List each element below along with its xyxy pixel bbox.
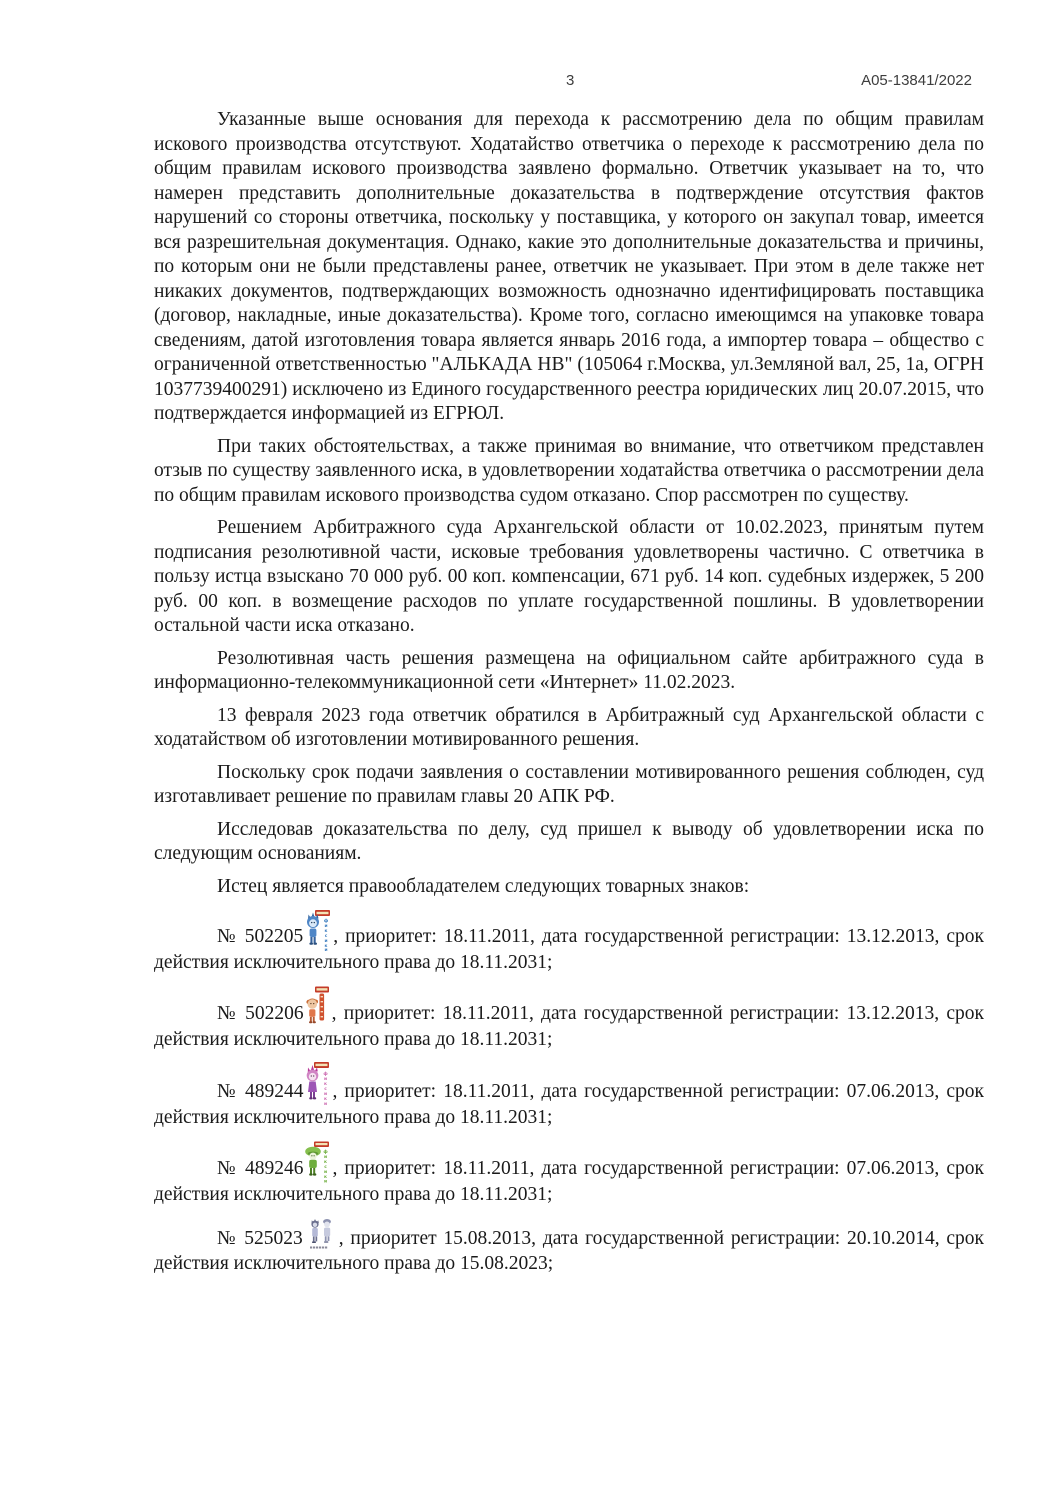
- trademark-number: № 489246: [217, 1157, 304, 1179]
- trademark-entry: [154, 1217, 984, 1276]
- body-paragraph: 13 февраля 2023 года ответчик обратился в Арбитражный суд Архангельской области с ходатайством об изготовлении мотивированного решения.: [154, 704, 984, 750]
- trademark-details: , приоритет: 18.11.2011, дата государственной регистрации: 07.06.2013, срок действия исключительного права до 18.11.2031;: [154, 1081, 985, 1128]
- trademark-entry: [154, 1062, 984, 1131]
- svg-text:и: и: [324, 1154, 328, 1160]
- svg-text:и: и: [324, 1179, 328, 1183]
- trademark-number: № 489244: [217, 1081, 304, 1102]
- svg-text:к: к: [324, 1174, 328, 1180]
- fixiki-character-orange-logo-icon: [306, 986, 330, 1028]
- trademark-entry: [154, 1141, 984, 1208]
- fixiki-character-pink-logo-icon: [305, 1062, 330, 1106]
- svg-text:ф: ф: [323, 1072, 329, 1077]
- page-header: [0, 72, 1060, 94]
- svg-text:к: к: [324, 1097, 328, 1102]
- svg-text:с: с: [324, 1087, 328, 1092]
- body-paragraph: Решением Арбитражного суда Архангельской области от 10.02.2023, принятым путем подписания резолютивной части, исковые требования удовлетворены частично. С ответчика в пользу истца взыскано 70 000 руб. 00 коп. компенсации, 671 руб. 14 коп. судебных издержек, 5 200 руб. 00 коп. в возмещение расходов по уплате государственной пошлины. В удовлетворении остальной части иска отказано.: [154, 517, 984, 636]
- body-paragraph: При таких обстоятельствах, а также принимая во внимание, что ответчиком представлен отзыв по существу заявленного иска, в удовлетворении ходатайства ответчика о рассмотрении дела по общим правилам искового производства судом отказано. Спор рассмотрен по существу.: [154, 435, 984, 506]
- body-paragraph: Истец является правообладателем следующих товарных знаков:: [217, 875, 750, 897]
- page-number: 3: [566, 72, 575, 89]
- trademark-entry: [154, 986, 984, 1053]
- trademark-details: , приоритет 15.08.2013, дата государственной регистрации: 20.10.2014, срок действия исключительного права до 15.08.2023;: [154, 1228, 984, 1274]
- body-paragraph: Резолютивная часть решения размещена на официальном сайте арбитражного суда в информационно-телекоммуникационной сети «Интернет» 11.02.2023.: [154, 647, 984, 693]
- svg-text:к: к: [324, 944, 328, 949]
- svg-text:и: и: [324, 1169, 328, 1175]
- svg-text:ф: ф: [323, 1149, 329, 1155]
- trademark-details: , приоритет: 18.11.2011, дата государственной регистрации: 13.12.2013, срок действия исключительного права до 18.11.2031;: [154, 926, 984, 973]
- svg-text:к: к: [324, 1082, 328, 1087]
- svg-text:и: и: [324, 939, 328, 944]
- document-body: [154, 108, 984, 1276]
- case-number: А05-13841/2022: [861, 72, 972, 89]
- trademark-entry: [154, 909, 984, 976]
- trademark-number: № 502206: [217, 1002, 304, 1024]
- svg-text:и: и: [324, 948, 328, 951]
- fixiki-two-characters-logo-icon: [306, 1217, 336, 1251]
- svg-text:к: к: [324, 929, 328, 934]
- body-paragraph: Исследовав доказательства по делу, суд пришел к выводу об удовлетворении иска по следующим основаниям.: [154, 818, 984, 864]
- svg-text:с: с: [324, 1164, 328, 1170]
- trademark-details: , приоритет: 18.11.2011, дата государственной регистрации: 07.06.2013, срок действия исключительного права до 18.11.2031;: [154, 1157, 985, 1205]
- trademark-details: , приоритет: 18.11.2011, дата государственной регистрации: 13.12.2013, срок действия исключительного права до 18.11.2031;: [154, 1002, 985, 1050]
- body-paragraph: Поскольку срок подачи заявления о составлении мотивированного решения соблюден, суд изготавливает решение по правилам главы 20 АПК РФ.: [154, 761, 984, 807]
- svg-text:и: и: [324, 924, 328, 929]
- trademark-number: № 525023: [217, 1228, 303, 1249]
- fixiki-character-green-logo-icon: [305, 1141, 330, 1183]
- svg-text:ф: ф: [324, 919, 329, 924]
- trademark-number: № 502205: [217, 926, 304, 947]
- svg-text:с: с: [324, 934, 328, 939]
- svg-text:к: к: [324, 1159, 328, 1165]
- svg-text:и: и: [324, 1102, 328, 1106]
- body-paragraph: Указанные выше основания для перехода к рассмотрению дела по общим правилам искового производства отсутствуют. Ходатайство ответчика о переходе к рассмотрению дела по общим правилам искового производства заявлено формально. Ответчик указывает на то, что намерен представить дополнительные доказательства в подтверждение отсутствия фактов нарушений со стороны ответчика, поскольку у поставщика, у которого он закупал товар, имеется вся разрешительная документация. Однако, какие это дополнительные доказательства и причины, по которым они не были представлены ранее, ответчик не указывает. При этом в деле также нет никаких документов, подтверждающих возможность однозначно идентифицировать поставщика (договор, накладные, иные доказательства). Кроме того, согласно имеющимся на упаковке товара сведениям, датой изготовления товара является январь 2016 года, а импортер товара – общество с ограниченной ответственностью "АЛЬКАДА НВ" (105064 г.Москва, ул.Земляной вал, 25, 1а, ОГРН 1037739400291) исключено из Единого государственного реестра юридических лиц 20.07.2015, что подтверждается информацией из ЕГРЮЛ.: [154, 109, 984, 424]
- svg-text:и: и: [324, 1092, 328, 1097]
- fixiki-character-blue-logo-icon: [305, 909, 331, 951]
- svg-text:и: и: [324, 1077, 328, 1082]
